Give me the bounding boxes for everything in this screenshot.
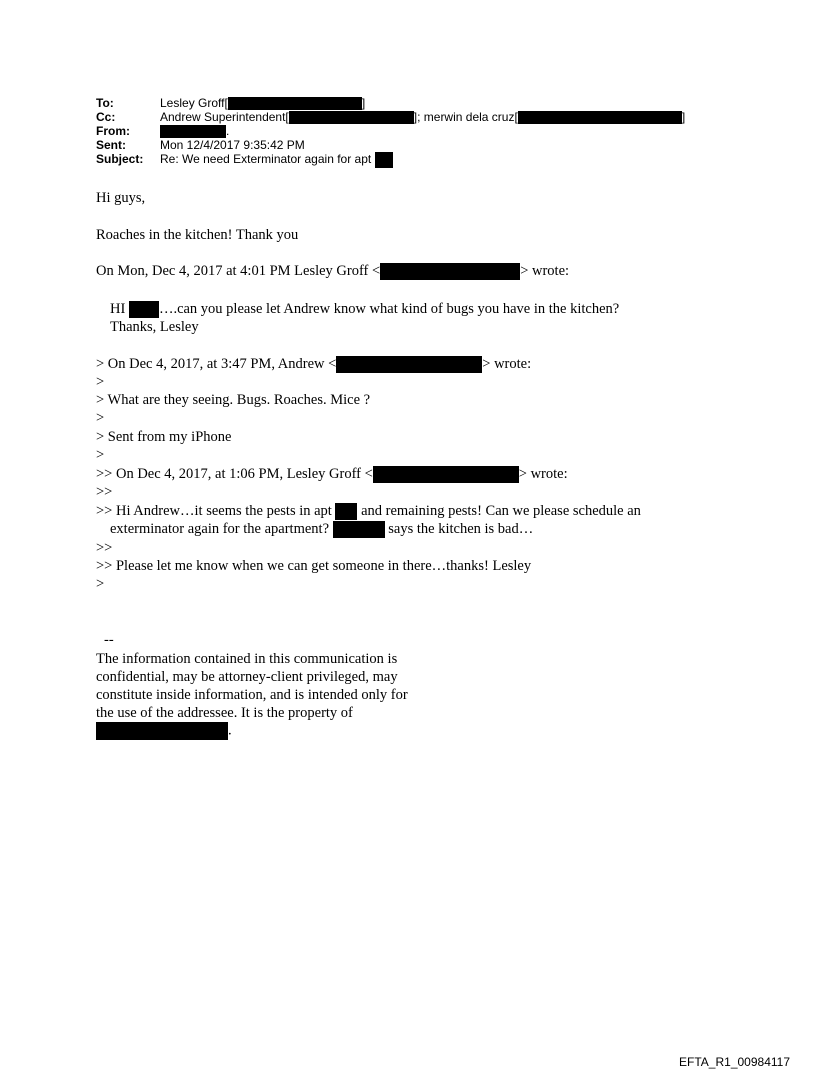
signature-separator: -- — [104, 632, 114, 648]
redaction-block — [333, 521, 385, 538]
redaction-block — [289, 111, 414, 124]
quote1-intro-tail: > wrote: — [520, 263, 570, 279]
redaction-block — [160, 125, 226, 138]
quote2-line2: > Sent from my iPhone — [96, 429, 232, 445]
quote2-intro-tail: > wrote: — [482, 356, 532, 372]
quote1-line2: Thanks, Lesley — [110, 319, 199, 335]
quote1-hi: HI — [110, 301, 126, 317]
quote1-intro-text: On Mon, Dec 4, 2017 at 4:01 PM Lesley Groff < — [96, 263, 381, 279]
from-value — [160, 124, 229, 138]
subject-value — [160, 152, 393, 168]
disclaimer-line4: the use of the addressee. It is the property of — [96, 705, 353, 721]
disclaimer-line3: constitute inside information, and is intended only for — [96, 687, 408, 703]
greeting: Hi guys, — [96, 190, 146, 206]
redaction-block — [518, 111, 682, 124]
quote3-line2 — [110, 521, 533, 538]
quote2-gt3: > — [96, 447, 105, 463]
quote3-line1-text: >> Hi Andrew…it seems the pests in apt — [96, 503, 332, 519]
cc-name-andrew: Andrew Superintendent[ — [160, 110, 289, 124]
cc-label: Cc: — [96, 110, 116, 124]
quote1-line1 — [110, 301, 619, 318]
redaction-block — [228, 97, 362, 110]
to-value — [160, 96, 365, 110]
sent-label: Sent: — [96, 138, 126, 152]
quote3-gt2: >> — [96, 540, 113, 556]
quote2-intro — [96, 356, 531, 373]
message: Roaches in the kitchen! Thank you — [96, 227, 299, 243]
quote3-line3: >> Please let me know when we can get someone in there…thanks! Lesley — [96, 558, 532, 574]
from-tail: . — [226, 124, 230, 138]
document-id: EFTA_R1_00984117 — [679, 1055, 790, 1069]
quote3-gt3: > — [96, 576, 105, 592]
disclaimer-line5 — [96, 722, 232, 740]
quote3-line1-tail: and remaining pests! Can we please schedule an — [361, 503, 641, 519]
to-name: Lesley Groff[ — [160, 96, 228, 110]
quote3-intro — [96, 466, 568, 483]
redaction-block — [373, 466, 519, 483]
quote3-line2-text: exterminator again for the apartment? — [110, 521, 330, 537]
redaction-block — [375, 152, 393, 168]
disclaimer-tail: . — [228, 722, 232, 739]
quote2-line1: > What are they seeing. Bugs. Roaches. Mice ? — [96, 392, 371, 408]
quote2-gt1: > — [96, 374, 105, 390]
redaction-block — [96, 722, 228, 740]
subject-text: Re: We need Exterminator again for apt — [160, 152, 372, 167]
cc-close: ] — [681, 110, 686, 124]
to-label: To: — [96, 96, 114, 110]
subject-label: Subject: — [96, 152, 144, 166]
redaction-block — [335, 503, 357, 520]
sent-value: Mon 12/4/2017 9:35:42 PM — [160, 138, 305, 152]
quote3-gt1: >> — [96, 484, 113, 500]
cc-value — [160, 110, 685, 124]
quote3-intro-text: >> On Dec 4, 2017, at 1:06 PM, Lesley Groff < — [96, 466, 373, 482]
redaction-block — [336, 356, 482, 373]
disclaimer-line1: The information contained in this communication is — [96, 651, 398, 667]
quote3-line2-tail: says the kitchen is bad… — [388, 521, 534, 537]
quote1-line1-text: ….can you please let Andrew know what kind of bugs you have in the kitchen? — [158, 301, 620, 317]
quote3-intro-tail: > wrote: — [518, 466, 568, 482]
quote2-intro-text: > On Dec 4, 2017, at 3:47 PM, Andrew < — [96, 356, 337, 372]
cc-mid: ]; merwin dela cruz[ — [413, 110, 518, 124]
redaction-block — [380, 263, 520, 280]
quote1-intro — [96, 263, 569, 280]
redaction-block — [129, 301, 159, 318]
to-close: ] — [361, 96, 366, 110]
quote2-gt2: > — [96, 410, 105, 426]
quote3-line1 — [96, 503, 641, 520]
from-label: From: — [96, 124, 130, 138]
disclaimer-line2: confidential, may be attorney-client privileged, may — [96, 669, 398, 685]
